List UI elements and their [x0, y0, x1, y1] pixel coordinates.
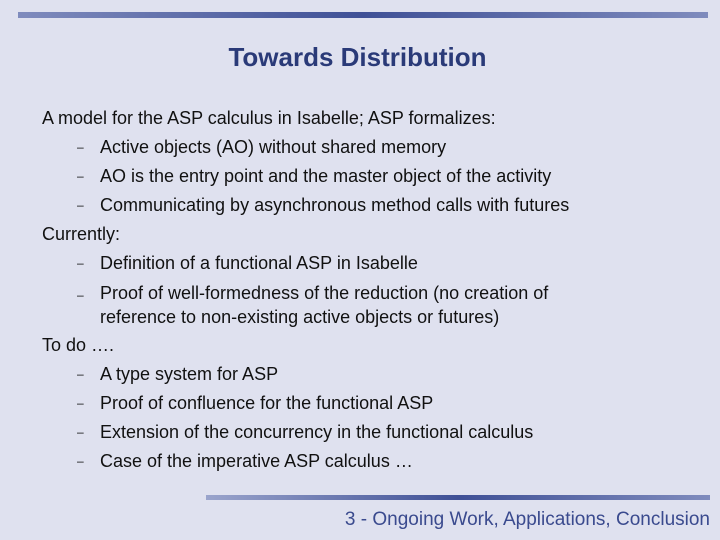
- bullet-text: AO is the entry point and the master object of the activity: [100, 166, 552, 186]
- bullet-text: Proof of confluence for the functional ASP: [100, 393, 434, 413]
- bullet-text: Proof of well-formedness of the reduction (no creation of reference to non-existing active objects or futures): [100, 283, 549, 327]
- dash-bullet-icon: –: [77, 425, 84, 439]
- bullet-text: A type system for ASP: [100, 364, 279, 384]
- bullet-text: Definition of a functional ASP in Isabelle: [100, 253, 418, 273]
- section-heading: A model for the ASP calculus in Isabelle; ASP formalizes:: [42, 108, 496, 128]
- bullet-item: [77, 249, 712, 278]
- bullet-item: [77, 418, 712, 447]
- dash-bullet-icon: –: [77, 169, 84, 183]
- dash-bullet-icon: –: [77, 367, 84, 381]
- bullet-item: [77, 389, 712, 418]
- bullet-item: [77, 360, 712, 389]
- bullet-item: [77, 447, 712, 476]
- bullet-text: Extension of the concurrency in the functional calculus: [100, 422, 534, 442]
- bottom-divider: [206, 495, 710, 500]
- dash-bullet-icon: –: [77, 396, 84, 410]
- bullet-text: Communicating by asynchronous method calls with futures: [100, 195, 570, 215]
- bullet-text: Active objects (AO) without shared memory: [100, 137, 447, 157]
- dash-bullet-icon: –: [77, 140, 84, 154]
- top-divider: [18, 12, 708, 18]
- dash-bullet-icon: –: [77, 288, 84, 302]
- section-heading: Currently:: [42, 224, 121, 244]
- bullet-text: Case of the imperative ASP calculus …: [100, 451, 413, 471]
- bullet-item: [77, 133, 712, 162]
- bullet-item: [77, 278, 620, 331]
- section-heading: To do ….: [42, 335, 115, 355]
- dash-bullet-icon: –: [77, 198, 84, 212]
- bullet-item: [77, 162, 712, 191]
- slide-body: [42, 104, 712, 476]
- bullet-item: [77, 191, 712, 220]
- dash-bullet-icon: –: [77, 454, 84, 468]
- slide-title: Towards Distribution: [228, 42, 487, 72]
- section-footer: 3 - Ongoing Work, Applications, Conclusion: [344, 509, 710, 530]
- dash-bullet-icon: –: [77, 256, 84, 270]
